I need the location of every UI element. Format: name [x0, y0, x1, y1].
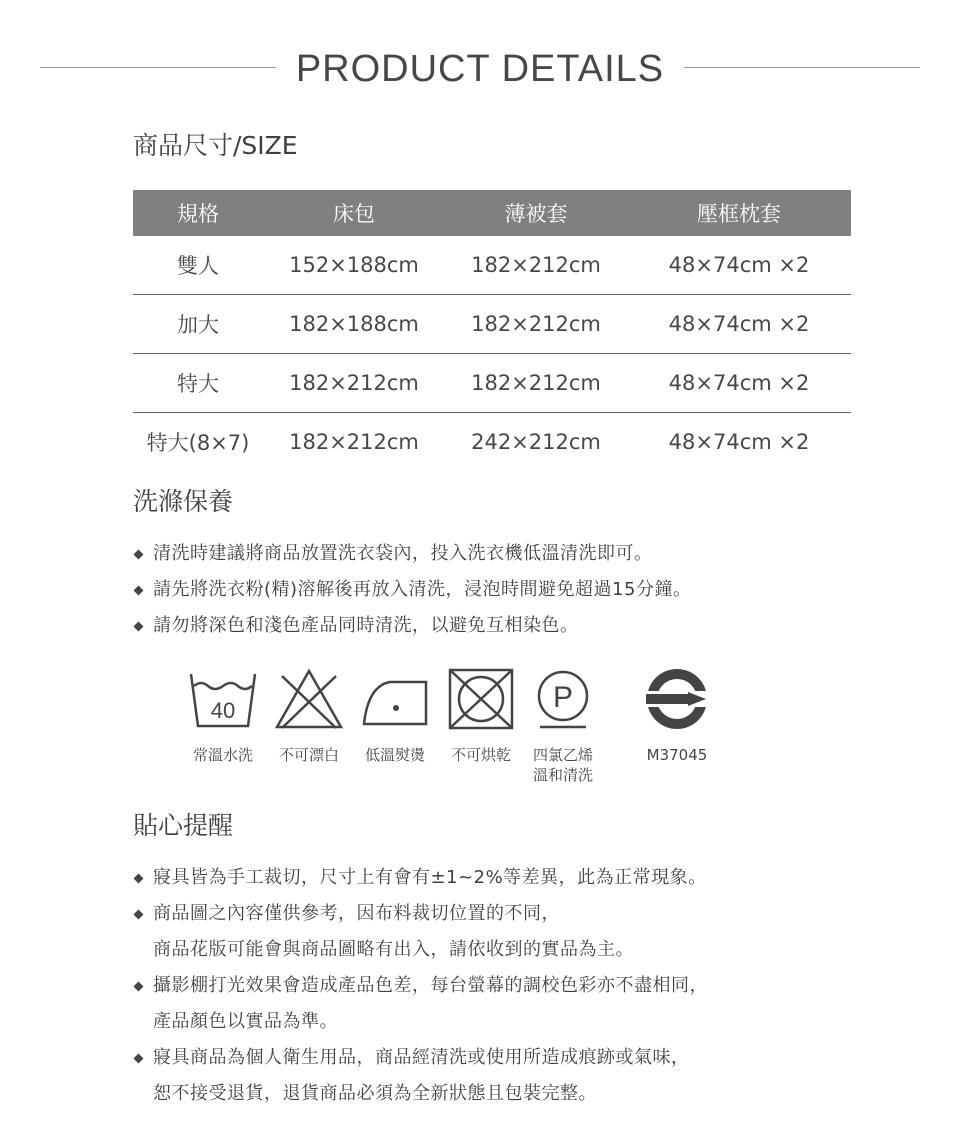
table-row [133, 354, 851, 413]
header-rule-left [40, 67, 276, 68]
list-item: 寢具皆為手工裁切，尺寸上有會有±1~2%等差異，此為正常現象。 [133, 860, 893, 896]
size-name-cell: 特大(8×7) [146, 431, 250, 455]
bsmi-mark-icon [642, 668, 712, 730]
table-row [133, 236, 851, 295]
size-name-cell: 加大 [133, 295, 263, 354]
no-bleach-caption: 不可漂白 [278, 746, 339, 764]
dry-clean-p-icon [528, 668, 598, 730]
diamond-bullet-icon [134, 1054, 144, 1064]
column-header-spec: 規格 [133, 190, 263, 236]
duvet-cover-cell: 182×212cm [445, 295, 627, 354]
column-header-fitted-sheet: 床包 [263, 190, 445, 236]
care-section-title: 洗滌保養 [133, 487, 234, 516]
wash-40-caption: 常溫水洗 [192, 746, 253, 764]
wash-temperature: 40 [210, 698, 236, 723]
iron-low-caption: 低溫熨燙 [364, 746, 425, 764]
pillowcase-cell: 48×74cm ×2 [627, 236, 851, 295]
size-section-title: 商品尺寸/SIZE [133, 131, 298, 160]
pillowcase-cell: 48×74cm ×2 [627, 295, 851, 354]
table-row [133, 413, 851, 472]
column-header-pillowcase: 壓框枕套 [627, 190, 851, 236]
pillowcase-cell: 48×74cm ×2 [668, 430, 810, 454]
list-item: 請勿將深色和淺色產品同時清洗，以避免互相染色。 [133, 608, 893, 644]
list-item: 清洗時建議將商品放置洗衣袋內，投入洗衣機低溫清洗即可。 [133, 536, 893, 572]
list-item: 商品圖之內容僅供參考，因布料裁切位置的不同， 商品花版可能會與商品圖略有出入，請依收到的實品為主。 [133, 896, 893, 968]
tips-section-title: 貼心提醒 [133, 811, 234, 840]
duvet-cover-cell: 182×212cm [445, 236, 627, 295]
dry-clean-caption [518, 745, 608, 785]
diamond-bullet-icon [134, 982, 144, 992]
diamond-bullet-icon [134, 550, 144, 560]
duvet-cover-cell: 242×212cm [471, 430, 601, 454]
size-name-cell: 特大 [133, 354, 263, 413]
header-rule-right [684, 67, 920, 68]
dry-clean-caption-line2: 溫和清洗 [532, 766, 593, 784]
care-instructions-list [133, 536, 893, 644]
pillowcase-cell: 48×74cm ×2 [627, 354, 851, 413]
page-header [0, 44, 960, 94]
diamond-bullet-icon [134, 874, 144, 884]
size-table [133, 190, 851, 471]
fitted-sheet-cell: 182×212cm [263, 354, 445, 413]
list-item: 攝影棚打光效果會造成產品色差，每台螢幕的調校色彩亦不盡相同， 產品顏色以實品為準。 [133, 968, 893, 1040]
iron-low-icon [360, 668, 430, 730]
table-row [133, 295, 851, 354]
diamond-bullet-icon [134, 586, 144, 596]
size-table-header [133, 190, 851, 236]
fitted-sheet-cell: 182×188cm [263, 295, 445, 354]
list-item: 寢具商品為個人衛生用品，商品經清洗或使用所造成痕跡或氣味， 恕不接受退貨，退貨商品必須為全新狀態且包裝完整。 [133, 1040, 893, 1112]
care-symbols-row [0, 668, 960, 788]
no-tumble-dry-icon [446, 668, 516, 730]
wash-40-icon [188, 668, 258, 730]
page-title: PRODUCT DETAILS [295, 48, 665, 90]
no-bleach-icon [274, 668, 344, 730]
tips-list [133, 860, 893, 1112]
bsmi-caption: M37045 [646, 746, 708, 764]
duvet-cover-cell: 182×212cm [445, 354, 627, 413]
fitted-sheet-cell: 182×212cm [289, 430, 419, 454]
diamond-bullet-icon [134, 622, 144, 632]
fitted-sheet-cell: 152×188cm [263, 236, 445, 295]
diamond-bullet-icon [134, 910, 144, 920]
dry-clean-letter: P [552, 681, 574, 714]
dry-clean-caption-line1: 四氯乙烯 [532, 746, 593, 764]
list-item: 請先將洗衣粉(精)溶解後再放入清洗，浸泡時間避免超過15分鐘。 [133, 572, 893, 608]
no-tumble-dry-caption: 不可烘乾 [450, 746, 511, 764]
column-header-duvet-cover: 薄被套 [445, 190, 627, 236]
size-name-cell: 雙人 [133, 236, 263, 295]
